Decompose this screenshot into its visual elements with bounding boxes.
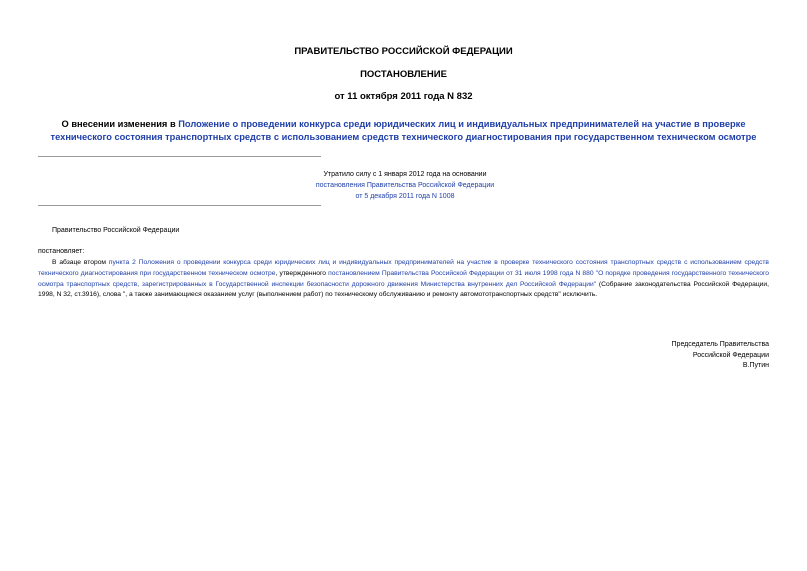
government-ref: Правительство Российской Федерации xyxy=(52,227,180,234)
paragraph-start: В абзаце втором xyxy=(52,259,109,266)
signature-name: В.Путин xyxy=(742,362,769,369)
subject-prefix: О внесении изменения в xyxy=(61,119,179,129)
subject-link[interactable]: Положение о проведении конкурса среди юридических лиц и индивидуальных предпринимателей на участие в проверке технического состояния транспортных средств с использованием средств технического диагностирования при государственном техническом осмотре xyxy=(50,119,757,142)
document-type: ПОСТАНОВЛЕНИЕ xyxy=(360,69,447,80)
signature-org: Российской Федерации xyxy=(692,351,769,359)
paragraph-mid: , утвержденного xyxy=(275,269,329,277)
main-paragraph xyxy=(38,258,769,301)
signature-title: Председатель Правительства xyxy=(671,341,769,348)
point-2-link[interactable]: пункта 2 Положения о проведении конкурса среди юридических лиц и индивидуальных предпринимателей на участие в проверке технического состояния транспортных средств с использованием средств технического диагностирования при государственном техническом осмотре xyxy=(38,259,769,277)
government-heading: ПРАВИТЕЛЬСТВО РОССИЙСКОЙ ФЕДЕРАЦИИ xyxy=(294,46,513,57)
expiry-link-decree[interactable]: постановления Правительства Российской Федерации xyxy=(315,182,495,189)
expiry-note xyxy=(287,169,523,202)
signature-block xyxy=(569,340,769,372)
divider-bottom xyxy=(38,205,321,206)
decree-880-link[interactable]: постановлением Правительства Российской Федерации от 31 июля 1998 года N 880 "О порядке проведения государственного технического осмотра транспортных средств, зарегистрированных в Государственной инспекции безопасности дорожного движения Министерства внутренних дел Российской Федерации" xyxy=(38,269,770,288)
document-subject xyxy=(38,118,769,143)
divider-top xyxy=(38,156,321,157)
document-date-number: от 11 октября 2011 года N 832 xyxy=(334,91,473,102)
expiry-link-date[interactable]: от 5 декабря 2011 года N 1008 xyxy=(355,193,455,200)
paragraph-end: (Собрание законодательства Российской Федерации, 1998, N 32, ст.3916), слова ", а также занимающиеся оказанием услуг (выполнением работ) по техническому обслуживанию и ремонту автомототранспортных средств" исключить. xyxy=(38,280,769,299)
expiry-text: Утратило силу с 1 января 2012 года на основании xyxy=(323,171,487,178)
decrees-label: постановляет: xyxy=(38,248,85,255)
